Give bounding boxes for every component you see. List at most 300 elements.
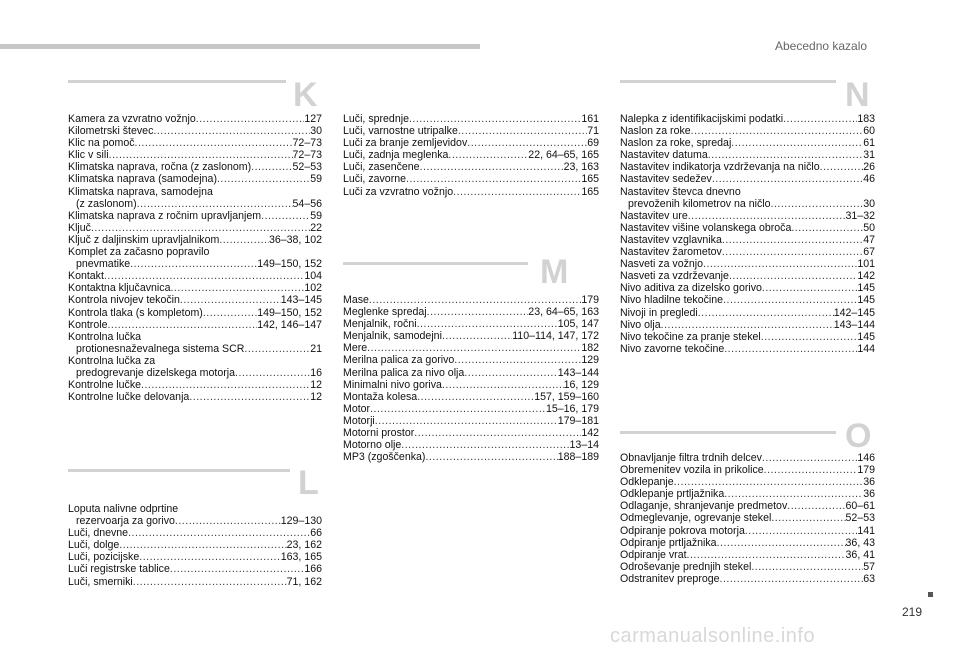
index-entry [620, 137, 875, 149]
index-entry-heading: Loputa nalivne odprtine [68, 503, 179, 515]
index-term: Klimatska naprava z ročnim upravljanjem [68, 209, 262, 222]
index-page-ref: 12 [310, 379, 322, 392]
dot-leader [135, 137, 293, 149]
index-page-ref: 23, 163 [563, 161, 599, 174]
index-term: Meglenke spredaj [343, 306, 427, 319]
index-term: Luči, dolge [68, 539, 120, 552]
index-entry [343, 173, 599, 185]
index-page-ref: 145 [857, 282, 875, 295]
index-term: Luči, varnostne utripalke [343, 125, 458, 138]
index-page-ref: 179 [857, 464, 875, 477]
index-term: Nasveti za vzdrževanje [620, 270, 729, 283]
index-entry [343, 294, 599, 306]
dot-leader [109, 149, 293, 161]
index-page-ref: 144 [857, 342, 875, 355]
index-entry [68, 391, 322, 403]
dot-leader [104, 270, 304, 282]
index-entry [620, 549, 875, 561]
index-entry [343, 318, 599, 330]
dot-leader [180, 294, 281, 306]
dot-leader [745, 525, 857, 537]
index-entry [68, 161, 322, 173]
index-term: Kontrolne lučke [68, 379, 142, 392]
index-term: Luči, dnevne [68, 527, 129, 540]
index-page-ref: 36 [863, 476, 875, 489]
index-page-ref: 142–145 [833, 306, 875, 319]
index-entry [68, 527, 322, 539]
index-entry [68, 576, 322, 588]
index-term: Odlaganje, shranjevanje predmetov [620, 500, 788, 513]
dot-leader [409, 113, 581, 125]
index-entry [620, 464, 875, 476]
dot-leader [722, 246, 863, 258]
index-term: Ključ [68, 221, 91, 234]
dot-leader [771, 198, 864, 210]
index-term: Nivo zavorne tekočine [620, 342, 725, 355]
dot-leader [128, 527, 310, 539]
index-term: Naslon za roke [620, 125, 691, 138]
index-page-ref: 36 [863, 488, 875, 501]
dot-leader [687, 549, 846, 561]
index-entry [343, 125, 599, 137]
list-k [68, 113, 322, 403]
dot-leader [130, 258, 257, 270]
index-entry [620, 307, 875, 319]
dot-leader [691, 125, 864, 137]
index-entry [343, 391, 599, 403]
index-term: Nasveti za vožnjo [620, 258, 704, 271]
index-entry [620, 173, 875, 185]
index-term: pnevmatike [76, 258, 131, 271]
dot-leader [453, 186, 581, 198]
index-term: Nastavitev višine volanskega obroča [620, 221, 792, 234]
index-page-ref: 52–53 [845, 512, 875, 525]
dot-leader [458, 125, 587, 137]
dot-leader [137, 198, 293, 210]
dot-leader [724, 488, 863, 500]
index-page-ref: 143–144 [557, 366, 599, 379]
index-page-ref: 163, 165 [280, 551, 322, 564]
index-term: Odmeglevanje, ogrevanje stekel [620, 512, 772, 525]
dot-leader [771, 512, 845, 524]
index-page-ref: 36, 41 [845, 548, 875, 561]
dot-leader [720, 573, 864, 585]
index-page-ref: 101 [857, 258, 875, 271]
index-page-ref: 23, 64–65, 163 [528, 306, 599, 319]
index-entry [620, 561, 875, 573]
index-term: Motorji [343, 414, 375, 427]
index-entry [620, 234, 875, 246]
dot-leader [731, 137, 863, 149]
index-entry [68, 222, 322, 234]
dot-leader [417, 318, 558, 330]
index-page-ref: 26 [863, 161, 875, 174]
index-term: Nastavitev vzglavnika [620, 233, 722, 246]
dot-leader [427, 306, 529, 318]
dot-leader [723, 294, 857, 306]
index-page-ref: 127 [304, 113, 322, 125]
index-page-ref: 165 [581, 173, 599, 186]
index-entry [343, 415, 599, 427]
index-entry [620, 294, 875, 306]
index-page-ref: 179–181 [557, 414, 599, 427]
index-term: Odklepanje prtljažnika [620, 488, 725, 501]
index-term: Nivo tekočine za pranje stekel [620, 330, 761, 343]
index-page-ref: 46 [863, 173, 875, 186]
dot-leader [425, 451, 557, 463]
letter-l: L [298, 464, 319, 502]
dot-leader [203, 307, 257, 319]
index-page-ref: 157, 159–160 [534, 390, 599, 403]
dot-leader [712, 173, 863, 185]
index-page-ref: 146 [857, 452, 875, 464]
index-page-ref: 149–150, 152 [257, 258, 322, 271]
index-entry [68, 282, 322, 294]
index-page-ref: 71, 162 [286, 575, 322, 588]
index-entry [620, 525, 875, 537]
divider-l [68, 469, 290, 472]
index-entry-heading: Klimatska naprava, samodejna [68, 185, 213, 198]
index-entry [620, 282, 875, 294]
index-entry [343, 306, 599, 318]
index-entry [68, 307, 322, 319]
dot-leader [235, 367, 310, 379]
index-entry [343, 149, 599, 161]
dot-leader [674, 476, 864, 488]
dot-leader [467, 137, 587, 149]
index-term: Nivo aditiva za dizelsko gorivo [620, 282, 762, 295]
index-page-ref: 182 [581, 342, 599, 355]
index-page-ref: 36, 43 [845, 536, 875, 549]
index-page-ref: 102 [304, 282, 322, 295]
index-page-ref: 145 [857, 294, 875, 307]
index-entry [620, 476, 875, 488]
dot-leader [724, 343, 857, 355]
index-entry [620, 161, 875, 173]
index-entry [68, 270, 322, 282]
dot-leader [261, 210, 310, 222]
index-page-ref: 50 [863, 221, 875, 234]
index-page-ref: 59 [310, 209, 322, 222]
divider-o [620, 431, 836, 434]
index-entry [620, 246, 875, 258]
dot-leader [787, 500, 845, 512]
index-entry [620, 198, 875, 210]
dot-leader [189, 391, 310, 403]
dot-leader [708, 149, 863, 161]
index-term: Merilna palica za gorivo [343, 354, 455, 367]
index-page-ref: 13–14 [569, 439, 599, 452]
index-entry [343, 186, 599, 198]
index-page-ref: 105, 147 [557, 318, 599, 331]
index-entry [620, 573, 875, 585]
dot-leader [244, 343, 310, 355]
index-page-ref: 16, 129 [563, 378, 599, 391]
index-page-ref: 22, 64–65, 165 [528, 149, 599, 162]
index-entry [620, 488, 875, 500]
index-entry [343, 379, 599, 391]
dot-leader [703, 258, 857, 270]
dot-leader [722, 234, 863, 246]
index-term: Kontaktna ključavnica [68, 282, 171, 295]
dot-leader [139, 551, 281, 563]
dot-leader [414, 427, 581, 439]
index-entry [343, 403, 599, 415]
index-page-ref: 110–114, 147, 172 [512, 330, 599, 343]
dot-leader [729, 270, 857, 282]
index-term: Motor [343, 402, 371, 415]
index-term: Odroševanje prednjih stekel [620, 560, 752, 573]
index-term: (z zaslonom) [76, 197, 137, 210]
dot-leader [442, 379, 564, 391]
index-page-ref: 166 [304, 563, 322, 576]
dot-leader [107, 319, 257, 331]
index-page-ref: 72–73 [292, 137, 322, 150]
index-term: Menjalnik, samodejni [343, 330, 442, 343]
dot-leader [442, 330, 512, 342]
index-term: Motorno olje [343, 439, 402, 452]
index-page-ref: 47 [863, 233, 875, 246]
index-term: Kontrola nivojev tekočin [68, 294, 180, 307]
index-entry [343, 354, 599, 366]
dot-leader [133, 576, 287, 588]
index-entry [343, 451, 599, 463]
index-term: Kontakt [68, 270, 104, 283]
letter-n: N [845, 76, 870, 114]
index-entry [620, 319, 875, 331]
index-page-ref: 23, 162 [286, 539, 322, 552]
divider-n [620, 80, 836, 83]
index-term: Motorni prostor [343, 427, 415, 440]
index-term: Merilna palica za nivo olja [343, 366, 465, 379]
index-page-ref: 52–53 [292, 161, 322, 174]
index-page-ref: 12 [310, 391, 322, 404]
index-page-ref: 129 [581, 354, 599, 367]
index-page-ref: 54–56 [292, 197, 322, 210]
index-page-ref: 61 [863, 137, 875, 150]
index-page-ref: 36–38, 102 [268, 233, 322, 246]
dot-leader [153, 125, 310, 137]
index-entry [68, 234, 322, 246]
index-term: Mase [343, 294, 369, 306]
list-n [620, 113, 875, 355]
index-page-ref: 72–73 [292, 149, 322, 162]
index-term: Kontrolne lučke delovanja [68, 391, 190, 404]
index-entry [68, 343, 322, 355]
index-term: Nastavitev sedežev [620, 173, 712, 186]
index-page-ref: 179 [581, 294, 599, 306]
index-term: Luči za branje zemljevidov [343, 137, 468, 150]
index-page-ref: 30 [310, 125, 322, 138]
index-term: Nivo olja [620, 318, 661, 331]
index-term: prevoženih kilometrov na ničlo [628, 197, 771, 210]
index-page-ref: 142 [581, 427, 599, 440]
index-entry-heading: Kontrolna lučka [68, 330, 142, 343]
index-term: Odstranitev preproge [620, 572, 720, 585]
letter-m: M [540, 253, 569, 291]
index-page-ref: 143–144 [833, 318, 875, 331]
index-page-ref: 30 [863, 197, 875, 210]
index-term: Nastavitev ure [620, 209, 688, 222]
dot-leader [401, 439, 569, 451]
index-page-ref: 142, 146–147 [257, 318, 322, 331]
index-term: Nivo hladilne tekočine [620, 294, 724, 307]
index-entry [68, 539, 322, 551]
index-entry-heading: Kontrolna lučka za [68, 354, 156, 367]
list-m [343, 294, 599, 463]
dot-leader [175, 515, 281, 527]
index-term: Nastavitev datuma [620, 149, 708, 162]
letter-o: O [845, 417, 872, 455]
index-term: Obremenitev vozila in prikolice [620, 464, 764, 477]
index-term: Klimatska naprava (samodejna) [68, 173, 217, 186]
index-page-ref: 71 [587, 125, 599, 138]
index-entry [68, 210, 322, 222]
index-entry [620, 258, 875, 270]
index-page-ref: 141 [857, 524, 875, 537]
dot-leader [141, 379, 310, 391]
index-entry [68, 551, 322, 563]
index-page-ref: 22 [310, 221, 322, 234]
index-term: Nalepka z identifikacijskimi podatki [620, 113, 784, 125]
index-term: Nivoji in pregledi [620, 306, 698, 319]
dot-leader [698, 307, 834, 319]
index-entry [343, 137, 599, 149]
dot-leader [119, 539, 286, 551]
index-page-ref: 31 [863, 149, 875, 162]
section-title: Abecedno kazalo [775, 39, 868, 53]
index-entry [68, 379, 322, 391]
index-term: MP3 (zgoščenka) [343, 451, 426, 464]
index-term: Klic v sili [68, 149, 109, 162]
index-term: Ključ z daljinskim upravljalnikom [68, 233, 220, 246]
dot-leader [464, 367, 557, 379]
index-term: Menjalnik, ročni [343, 318, 417, 331]
index-page-ref: 16 [310, 366, 322, 379]
index-term: Obnavljanje filtra trdnih delcev [620, 452, 762, 464]
index-entry [620, 343, 875, 355]
index-term: predogrevanje dizelskega motorja [76, 366, 235, 379]
index-page-ref: 188–189 [557, 451, 599, 464]
index-entry-heading: Nastavitev števca dnevno [620, 185, 741, 198]
index-term: Nastavitev indikatorja vzdrževanja na ničlo [620, 161, 820, 174]
index-page-ref: 129–130 [280, 515, 322, 528]
index-entry-heading: Komplet za začasno popravilo [68, 246, 210, 259]
index-entry [68, 294, 322, 306]
divider-m [343, 262, 528, 265]
index-term: Kontrola tlaka (s kompletom) [68, 306, 203, 319]
dot-leader [791, 222, 863, 234]
index-page-ref: 145 [857, 330, 875, 343]
index-term: Kontrole [68, 318, 108, 331]
dot-leader [170, 282, 304, 294]
dot-leader [417, 391, 534, 403]
index-term: rezervoarja za gorivo [76, 515, 175, 528]
dot-leader [762, 282, 857, 294]
index-term: Odpiranje pokrova motorja [620, 524, 745, 537]
index-entry [620, 210, 875, 222]
index-term: Klic na pomoč [68, 137, 135, 150]
index-entry [343, 342, 599, 354]
index-page-ref: 31–32 [845, 209, 875, 222]
list-l [68, 503, 322, 588]
dot-leader [820, 161, 864, 173]
index-entry [343, 161, 599, 173]
index-term: Luči, pozicijske [68, 551, 140, 564]
index-page-ref: 143–145 [280, 294, 322, 307]
index-entry [620, 512, 875, 524]
index-page-ref: 21 [310, 342, 322, 355]
dot-leader [448, 149, 528, 161]
index-term: Luči registrske tablice [68, 563, 170, 576]
index-term: Luči, smerniki [68, 575, 133, 588]
index-page-ref: 63 [863, 572, 875, 585]
index-page-ref: 149–150, 152 [257, 306, 322, 319]
index-term: Odklepanje [620, 476, 674, 489]
index-page-ref: 67 [863, 246, 875, 259]
dot-leader [661, 319, 834, 331]
dot-leader [375, 415, 558, 427]
index-entry [68, 137, 322, 149]
page-number: 219 [902, 605, 923, 619]
dot-leader [369, 294, 581, 306]
index-entry [68, 149, 322, 161]
dot-leader [91, 222, 310, 234]
index-term: Luči za vzvratno vožnjo [343, 185, 454, 198]
index-entry [343, 330, 599, 342]
index-page-ref: 60–61 [845, 500, 875, 513]
index-entry [343, 113, 599, 125]
watermark: carmanualsonline.info [610, 625, 816, 647]
index-entry [620, 537, 875, 549]
index-term: Minimalni nivo goriva [343, 378, 442, 391]
index-term: Montaža kolesa [343, 390, 418, 403]
index-entry [68, 113, 322, 125]
dot-leader [762, 452, 857, 464]
index-entry [68, 515, 322, 527]
index-entry [343, 367, 599, 379]
dot-leader [406, 173, 581, 185]
index-entry [68, 258, 322, 270]
index-term: Luči, zavorne [343, 173, 407, 186]
index-term: Mere [343, 342, 368, 355]
header-bar [0, 44, 480, 49]
index-term: Naslon za roke, spredaj [620, 137, 732, 150]
index-entry [68, 198, 322, 210]
page-marker [928, 592, 933, 597]
dot-leader [454, 354, 581, 366]
index-term: Odpiranje prtljažnika [620, 536, 717, 549]
index-term: Luči, sprednje [343, 113, 409, 125]
index-entry [620, 125, 875, 137]
letter-k: K [293, 76, 318, 114]
dot-leader [217, 173, 310, 185]
index-entry [68, 367, 322, 379]
index-entry [620, 149, 875, 161]
dot-leader [170, 563, 304, 575]
index-page-ref: 57 [863, 560, 875, 573]
list-l-continued [343, 113, 599, 198]
index-page-ref: 165 [581, 185, 599, 198]
dot-leader [420, 161, 564, 173]
index-entry [68, 125, 322, 137]
index-entry [68, 173, 322, 185]
list-o [620, 452, 875, 585]
dot-leader [751, 561, 863, 573]
divider-k [68, 80, 286, 83]
dot-leader [761, 331, 858, 343]
index-entry [620, 500, 875, 512]
